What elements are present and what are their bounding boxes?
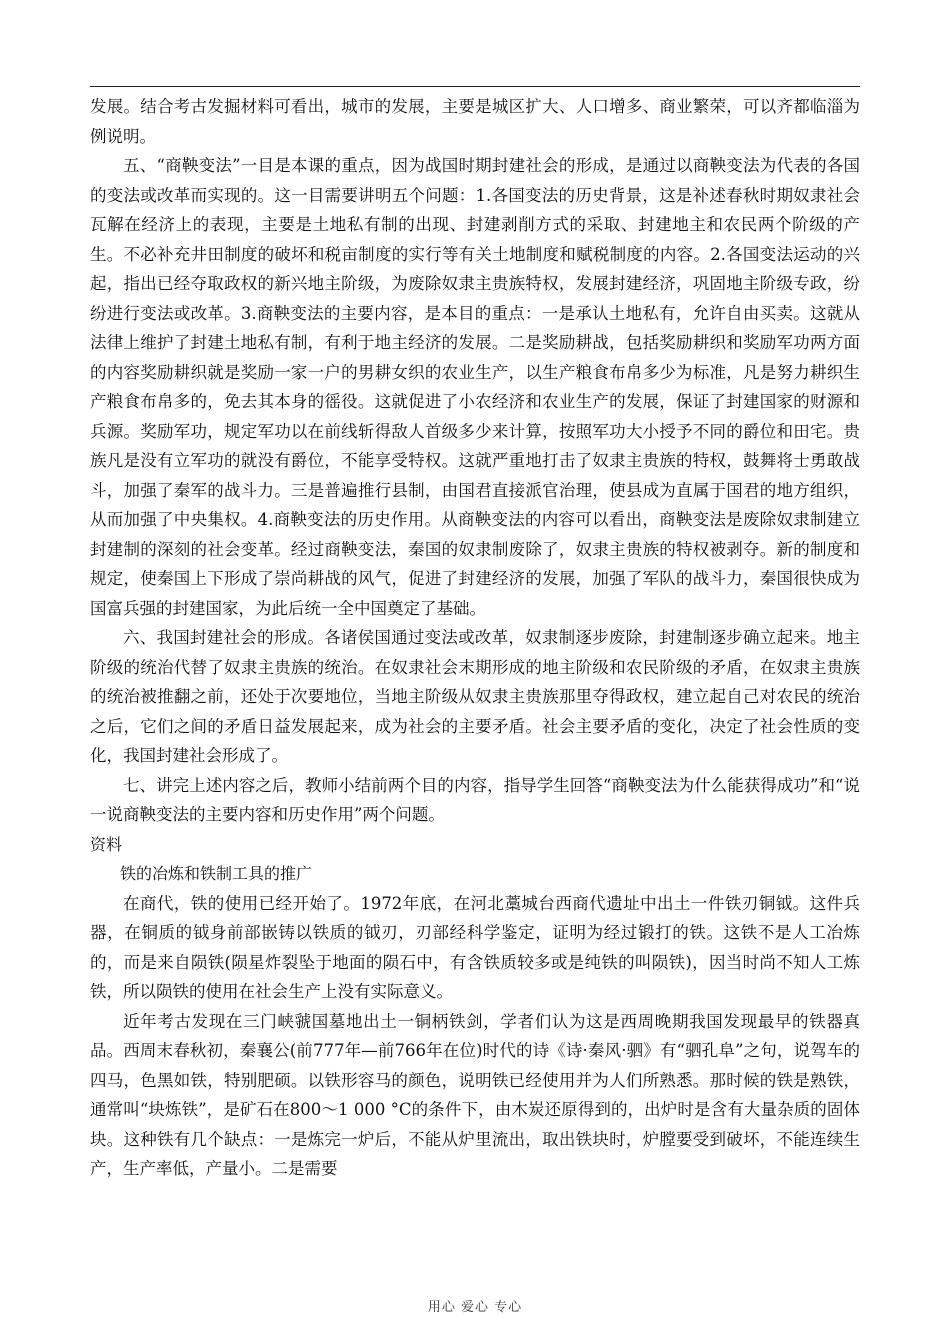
header-rule	[90, 86, 860, 87]
material-subtitle: 铁的冶炼和铁制工具的推广	[120, 864, 313, 883]
document-body	[90, 92, 860, 1184]
paragraph-continuation: 发展。结合考古发掘材料可看出，城市的发展，主要是城区扩大、人口增多、商业繁荣，可以齐都临淄为例说明。	[90, 97, 860, 146]
material-paragraph-western-zhou-iron: 近年考古发现在三门峡虢国墓地出土一铜柄铁剑，学者们认为这是西周晚期我国发现最早的铁器真品。西周末春秋初，秦襄公(前777年—前766年在位)时代的诗《诗·秦风·驷》有“驷孔阜”之句，说驾车的四马，色黑如铁，特别肥硕。以铁形容马的颜色，说明铁已经使用并为人们所熟悉。那时候的铁是熟铁，通常叫“块炼铁”，是矿石在800～1 000 °C的条件下，由木炭还原得到的，出炉时是含有大量杂质的固体块。这种铁有几个缺点：一是炼完一炉后，不能从炉里流出，取出铁块时，炉膛要受到破坏，不能连续生产，生产率低，产量小。二是需要	[90, 1011, 860, 1178]
material-label: 资料	[90, 834, 123, 854]
material-paragraph-shang-iron: 在商代，铁的使用已经开始了。1972年底，在河北藁城台西商代遗址中出土一件铁刃铜钺。这件兵器，在铜质的钺身前部嵌铸以铁质的钺刃，刃部经科学鉴定，证明为经过锻打的铁。这铁不是人工冶炼的，而是来自陨铁(陨星炸裂坠于地面的陨石中，有含铁质较多或是纯铁的叫陨铁)，因当时尚不知人工炼铁，所以陨铁的使用在社会生产上没有实际意义。	[90, 893, 860, 1001]
paragraph-summary: 七、讲完上述内容之后，教师小结前两个目的内容，指导学生回答“商鞅变法为什么能获得成功”和“说一说商鞅变法的主要内容和历史作用”两个问题。	[90, 775, 860, 824]
paragraph-shang-yang-reform: 五、“商鞅变法”一目是本课的重点，因为战国时期封建社会的形成，是通过以商鞅变法为代表的各国的变法或改革而实现的。这一目需要讲明五个问题：1.各国变法的历史背景，这是补述春秋时期奴隶社会瓦解在经济上的表现，主要是土地私有制的出现、封建剥削方式的采取、封建地主和农民两个阶级的产生。不必补充井田制度的破坏和税亩制度的实行等有关土地制度和赋税制度的内容。2.各国变法运动的兴起，指出已经夺取政权的新兴地主阶级，为废除奴隶主贵族特权，发展封建经济，巩固地主阶级专政，纷纷进行变法或改革。3.商鞅变法的主要内容，是本目的重点：一是承认土地私有，允许自由买卖。这就从法律上维护了封建土地私有制，有利于地主经济的发展。二是奖励耕战，包括奖励耕织和奖励军功两方面的内容奖励耕织就是奖励一家一户的男耕女织的农业生产，以生产粮食布帛多少为标准，凡是努力耕织生产粮食布帛多的，免去其本身的徭役。这就促进了小农经济和农业生产的发展，保证了封建国家的财源和兵源。奖励军功，规定军功以在前线斩得敌人首级多少来计算，按照军功大小授予不同的爵位和田宅。贵族凡是没有立军功的就没有爵位，不能享受特权。这就严重地打击了奴隶主贵族的特权，鼓舞将士勇敢战斗，加强了秦军的战斗力。三是普遍推行县制，由国君直接派官治理，使县成为直属于国君的地方组织，从而加强了中央集权。4.商鞅变法的历史作用。从商鞅变法的内容可以看出，商鞅变法是废除奴隶制建立封建制的深刻的社会变革。经过商鞅变法，秦国的奴隶制废除了，奴隶主贵族的特权被剥夺。新的制度和规定，使秦国上下形成了崇尚耕战的风气，促进了封建经济的发展，加强了军队的战斗力，秦国很快成为国富兵强的封建国家，为此后统一全中国奠定了基础。	[90, 156, 860, 618]
paragraph-feudal-society-formation: 六、我国封建社会的形成。各诸侯国通过变法或改革，奴隶制逐步废除，封建制逐步确立起来。地主阶级的统治代替了奴隶主贵族的统治。在奴隶社会末期形成的地主阶级和农民阶级的矛盾，在奴隶主贵族的统治被推翻之前，还处于次要地位，当地主阶级从奴隶主贵族那里夺得政权，建立起自己对农民的统治之后，它们之间的矛盾日益发展起来，成为社会的主要矛盾。社会主要矛盾的变化，决定了社会性质的变化，我国封建社会形成了。	[90, 628, 860, 765]
page-footer: 用心 爱心 专心	[427, 1300, 523, 1315]
